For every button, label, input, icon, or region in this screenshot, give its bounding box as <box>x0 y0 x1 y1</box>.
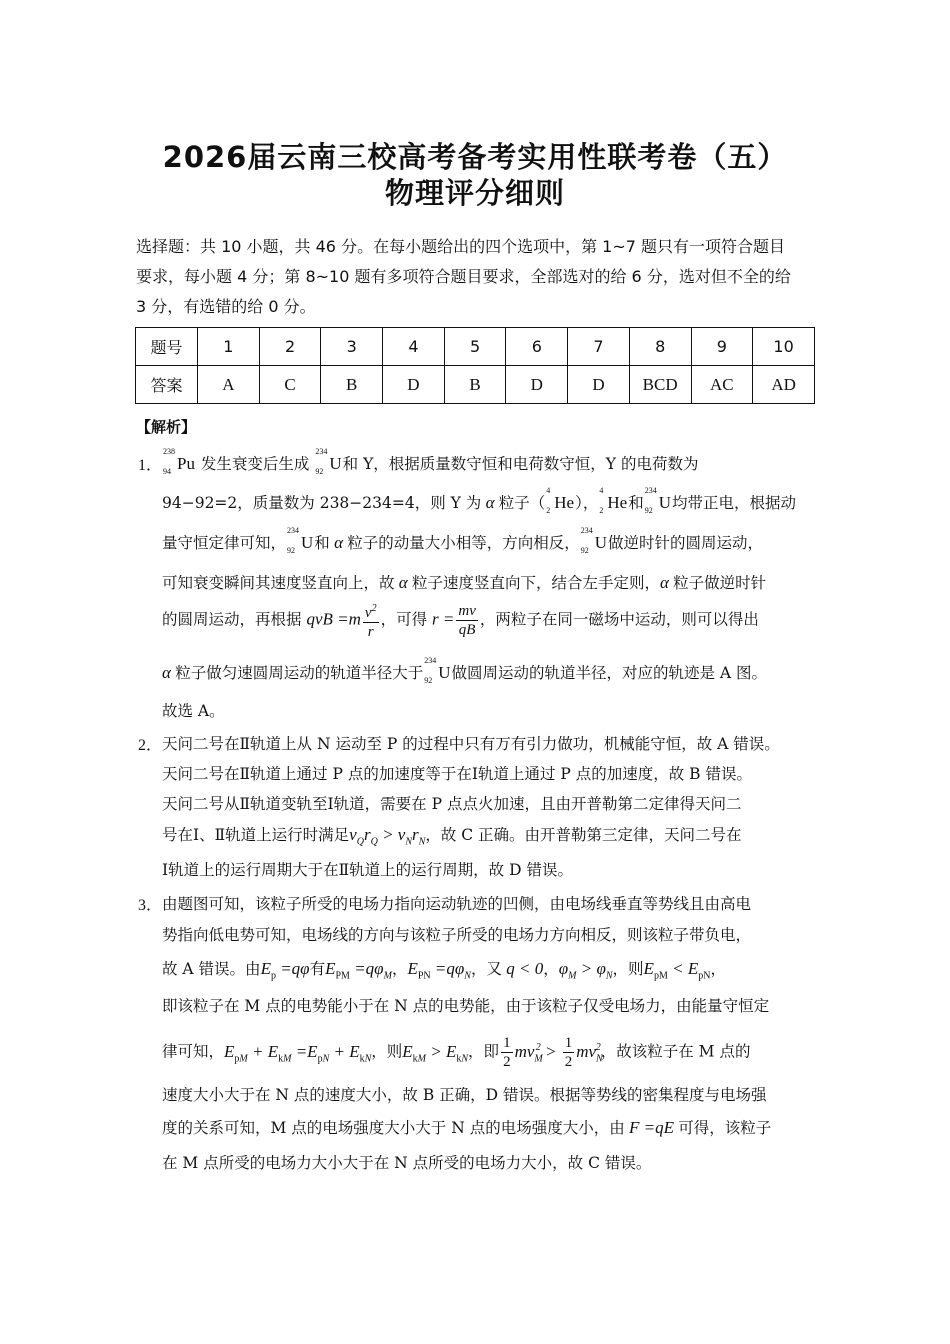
table-cell: AD <box>753 366 815 404</box>
formula-ek-compare: $E_{kM} > E_{kN}$ <box>402 1041 469 1064</box>
table-cell: A <box>198 366 260 404</box>
formula-epn: $E_{PN} =q\varphi_N$ <box>407 959 471 982</box>
paragraph-line: 度的关系可知，M 点的电场强度大小大于 N 点的电场强度大小，由 F =qE 可得，该粒子 <box>162 1118 772 1137</box>
fraction-half: $\frac{1}{2}$ <box>503 1035 511 1070</box>
table-cell: C <box>259 366 321 404</box>
table-cell: 6 <box>506 328 568 366</box>
formula-kepler: $v_Qr_Q > v_Nr_N$ <box>349 825 426 848</box>
instructions-line: 选择题：共 10 小题，共 46 分。在每小题给出的四个选项中，第 1~7 题只有一项符合题目 <box>136 237 786 256</box>
nuclide-u: 234 92 U <box>424 656 451 685</box>
formula-epm: $E_{PM} =q\varphi_M$ <box>325 959 392 982</box>
paragraph-line: 天问二号从Ⅱ轨道变轨至Ⅰ轨道，需要在 P 点点火加速，且由开普勒第二定律得天问二 <box>162 795 742 813</box>
paragraph-line: 速度大小大于在 N 点的速度大小，故 B 正确，D 错误。根据等势线的密集程度与电场强 <box>162 1086 767 1104</box>
table-cell: BCD <box>629 366 691 404</box>
exam-title: 2026届云南三校高考备考实用性联考卷（五） <box>162 140 788 174</box>
formula-ep-compare: $E_{pM} < E_{pN}$ <box>643 959 711 982</box>
paragraph-line: 在 M 点所受的电场力大小大于在 N 点所受的电场力大小，故 C 错误。 <box>162 1154 652 1172</box>
question-number: 1． <box>138 457 163 474</box>
question-number: 3． <box>138 897 163 914</box>
paragraph-line: 天问二号在Ⅱ轨道上通过 P 点的加速度等于在Ⅰ轨道上通过 P 点的加速度，故 B 错误。 <box>162 765 752 783</box>
paragraph-line: 故选 A。 <box>162 702 225 720</box>
formula-ep: $E_p =q\varphi$ <box>260 959 310 982</box>
paragraph-line: 的圆周运动，再根据 qvB =m $\frac{v^2}{r}$ ，可得 r = $\frac{mv}{qB}$ ，两粒子在同一磁场中运动，则可以得出 <box>162 600 759 641</box>
formula-r: r = <box>432 609 455 629</box>
table-cell: 2 <box>259 328 321 366</box>
question-number: 2． <box>138 737 163 754</box>
paragraph-line: 238 94 Pu 发生衰变后生成 234 92 U和 Y，根据质量数守恒和电荷数守恒，Y 的电荷数为 <box>163 447 699 476</box>
table-cell: D <box>568 366 630 404</box>
formula-f-qe: F =qE <box>624 1118 679 1137</box>
nuclide-u: 234 92 U <box>644 486 671 515</box>
nuclide-he: 4 2 He <box>599 486 628 515</box>
fraction-half: $\frac{1}{2}$ <box>564 1035 573 1070</box>
paragraph-line: 94−92=2，质量数为 238−234=4，则 Y 为 α 粒子（ 4 2 He）， 4 2 He和 234 92 U均带正电，根据动 <box>162 486 796 515</box>
paragraph-line: 故 A 错误。由$E_p =q\varphi$有$E_{PM} =q\varphi_M$，$E_{PN} =q\varphi_N$，又 q < 0，$\varphi_M > \varphi_N$，则$E_{pM} < E_{pN}$， <box>162 959 726 982</box>
table-cell: AC <box>691 366 753 404</box>
formula-phi: $\varphi_M > \varphi_N$ <box>558 959 613 982</box>
instructions <box>136 232 826 322</box>
paragraph-line: 即该粒子在 M 点的电势能小于在 N 点的电势能，由于该粒子仅受电场力，由能量守恒定 <box>162 997 770 1015</box>
nuclide-u: 234 92 U <box>287 526 314 555</box>
paragraph-line: 号在Ⅰ、Ⅱ轨道上运行时满足$v_Qr_Q > v_Nr_N$，故 C 正确。由开普勒第三定律，天问二号在 <box>162 825 742 848</box>
table-cell: 10 <box>753 328 815 366</box>
answer-row <box>136 366 815 404</box>
fraction-v2-r: $\frac{v^2}{r}$ <box>363 600 379 641</box>
nuclide-u: 234 92 U <box>315 447 342 476</box>
table-cell: D <box>383 366 445 404</box>
formula-q: q < 0 <box>501 959 544 978</box>
table-cell: 4 <box>383 328 445 366</box>
paragraph-line: α 粒子做匀速圆周运动的轨道半径大于 234 92 U做圆周运动的轨道半径，对应的轨迹是 A 图。 <box>162 656 768 685</box>
paragraph-line: 势指向低电势可知，电场线的方向与该粒子所受的电场力方向相反，则该粒子带负电， <box>162 926 752 944</box>
nuclide-pu: 238 94 Pu <box>163 447 195 476</box>
nuclide-he: 4 2 He <box>546 486 575 515</box>
table-cell: B <box>321 366 383 404</box>
formula-energy-conservation: $E_{pM} + E_{kM} =E_{pN} + E_{kN}$ <box>224 1041 372 1064</box>
analysis-heading: 【解析】 <box>136 418 197 436</box>
instructions-line: 要求，每小题 4 分；第 8~10 题有多项符合题目要求，全部选对的给 6 分，选对但不全的给 <box>136 267 791 286</box>
exam-subtitle: 物理评分细则 <box>384 176 565 210</box>
table-cell: 9 <box>691 328 753 366</box>
table-cell: 7 <box>568 328 630 366</box>
formula-qvb: qvB =m <box>306 609 361 629</box>
table-cell: 5 <box>444 328 506 366</box>
paragraph-line: 天问二号在Ⅱ轨道上从 N 运动至 P 的过程中只有万有引力做功，机械能守恒，故 A 错误。 <box>162 735 780 753</box>
row-header: 题号 <box>136 328 198 366</box>
answer-table <box>135 327 815 404</box>
paragraph-line: 由题图可知，该粒子所受的电场力指向运动轨迹的凹侧，由电场线垂直等势线且由高电 <box>162 895 752 913</box>
table-cell: 8 <box>629 328 691 366</box>
paragraph-line: 可知衰变瞬间其速度竖直向上，故 α 粒子速度竖直向下，结合左手定则，α 粒子做逆时针 <box>162 573 767 592</box>
table-cell: 1 <box>198 328 260 366</box>
nuclide-u: 234 92 U <box>580 526 608 555</box>
instructions-line: 3 分，有选错的给 0 分。 <box>136 297 316 316</box>
paragraph-line: 律可知，$E_{pM} + E_{kM} =E_{pN} + E_{kN}$，则$E_{kM} > E_{kN}$，即 $\frac{1}{2}$ $mv_M^2$ > $\frac{1}{2}$ $mv_N^2$，故该粒子在 M 点的 <box>162 1035 751 1070</box>
fraction-mv-qb: $\frac{mv}{qB}$ <box>458 603 476 638</box>
question-number-row <box>136 328 815 366</box>
row-header: 答案 <box>136 366 198 404</box>
table-cell: 3 <box>321 328 383 366</box>
paragraph-line: 量守恒定律可知， 234 92 U和 α 粒子的动量大小相等，方向相反， 234 92 U做逆时针的圆周运动， <box>162 526 764 555</box>
table-cell: D <box>506 366 568 404</box>
table-cell: B <box>444 366 506 404</box>
paragraph-line: Ⅰ轨道上的运行周期大于在Ⅱ轨道上的运行周期，故 D 错误。 <box>162 861 573 879</box>
